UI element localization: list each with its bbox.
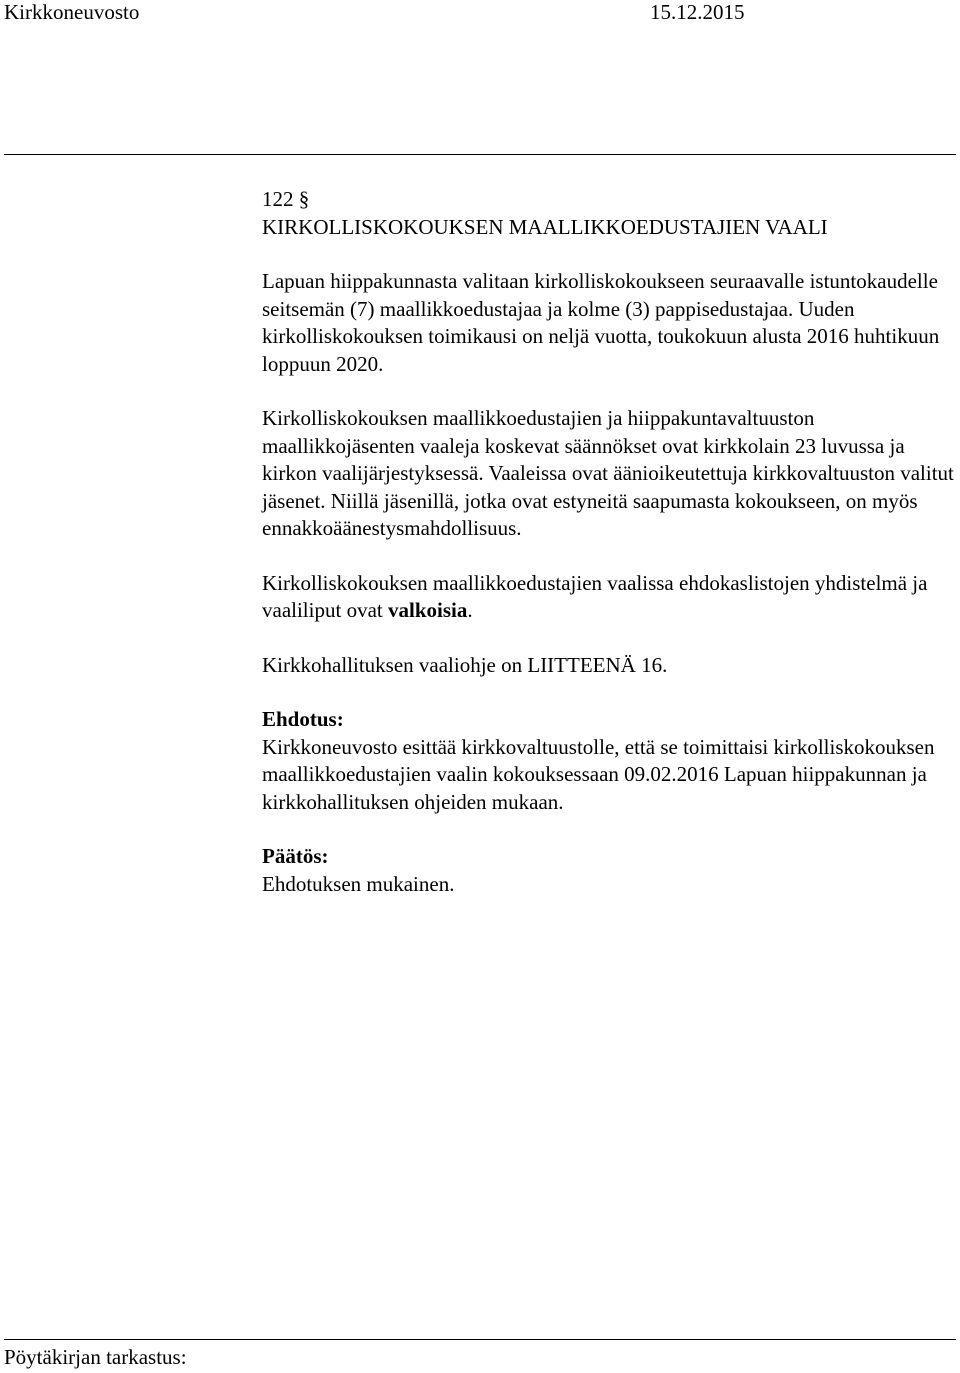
section-number: 122 <box>262 187 294 211</box>
ballot-color-text: Kirkolliskokouksen maallikkoedustajien vaalissa ehdokaslistojen yhdistelmä ja vaaliliput ovat <box>262 570 928 622</box>
proposal-label: Ehdotus: <box>262 707 344 731</box>
document-body <box>262 186 956 898</box>
paragraph-attachment: Kirkkohallituksen vaaliohje on LIITTEENÄ 16. <box>262 652 668 677</box>
organization-name: Kirkkoneuvosto <box>4 0 140 24</box>
paragraph-election-intro: Lapuan hiippakunnasta valitaan kirkolliskokoukseen seuraavalle istuntokaudelle seitsemän (7) maallikkoedustajaa ja kolme (3) pappisedustajaa. Uuden kirkolliskokouksen toimikausi on neljä vuotta, toukokuun alusta 2016 huhtikuun loppuun 2020. <box>262 269 940 376</box>
header-divider <box>4 154 956 155</box>
decision-text: Ehdotuksen mukainen. <box>262 871 455 896</box>
minutes-review-label: Pöytäkirjan tarkastus: <box>4 1345 187 1369</box>
page-header <box>4 0 745 24</box>
section-title: KIRKOLLISKOKOUKSEN MAALLIKKOEDUSTAJIEN VAALI <box>262 214 828 239</box>
decision-label: Päätös: <box>262 844 329 868</box>
paragraph-election-rules: Kirkolliskokouksen maallikkoedustajien ja hiippakuntavaltuuston maallikkojäsenten vaaleja koskevat säännökset ovat kirkkolain 23 luvussa ja kirkon vaalijärjestyksessä. Vaaleissa ovat äänioikeutettuja kirkkovaltuuston valitut jäsenet. Niillä jäsenillä, jotka ovat estyneitä saapumasta kokoukseen, on myös ennakkoäänestysmahdollisuus. <box>262 406 954 540</box>
proposal-block <box>262 706 956 816</box>
section-heading <box>262 186 956 241</box>
ballot-color-value: valkoisia <box>387 598 468 622</box>
proposal-text: Kirkkoneuvosto esittää kirkkovaltuustolle, että se toimittaisi kirkolliskokouksen maallikkoedustajien vaalin kokouksessaan 09.02.2016 Lapuan hiippakunnan ja kirkkohallituksen ohjeiden mukaan. <box>262 734 935 814</box>
footer-divider <box>4 1339 956 1340</box>
decision-block <box>262 843 956 898</box>
paragraph-ballot-color <box>262 570 956 625</box>
paragraph-mark: § <box>298 187 310 211</box>
ballot-color-period: . <box>467 598 473 622</box>
page-footer <box>4 1345 187 1369</box>
meeting-date: 15.12.2015 <box>650 0 745 24</box>
